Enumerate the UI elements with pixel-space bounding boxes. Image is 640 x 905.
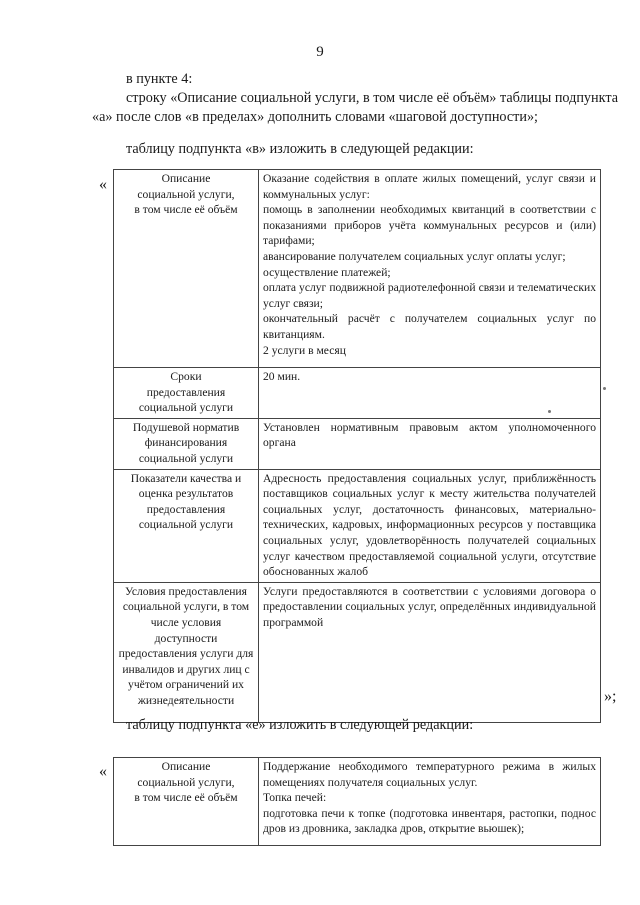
table-row — [114, 368, 601, 419]
value-line: 2 услуги в месяц — [263, 343, 346, 357]
label-line: оценка результатов — [138, 487, 234, 501]
label-line: Показатели качества и — [130, 471, 242, 485]
row-label — [114, 368, 259, 419]
row-label — [114, 469, 259, 582]
row-value — [259, 758, 601, 846]
row-label — [114, 582, 259, 722]
label-line: предоставления — [146, 385, 226, 399]
quote-close-1: »; — [604, 688, 617, 705]
row-label — [114, 170, 259, 368]
table-subitem-v — [113, 169, 601, 723]
label-line: Условия предоставления социальной услуги, в том числе условия доступности предоставления услуги для инвалидов и других лиц с учётом ограничений их жизнедеятельности — [118, 584, 254, 707]
quote-open-1: « — [99, 176, 107, 193]
row-label — [114, 758, 259, 846]
page-number: 9 — [316, 44, 324, 60]
label-line: Описание — [161, 172, 211, 185]
intro-table-e-heading: таблицу подпункта «е» изложить в следующей редакции: — [126, 717, 474, 733]
intro-table-v-heading: таблицу подпункта «в» изложить в следующей редакции: — [126, 141, 474, 157]
value-line: подготовка печи к топке (подготовка инвентаря, растопки, поднос дров из дровника, закладка дров, открытие вьюшек); — [263, 806, 596, 836]
table-row — [114, 170, 601, 368]
value-line: Услуги предоставляются в соответствии с условиями договора о предоставлении социальных услуг, определённых индивидуальной программой — [263, 584, 596, 629]
label-line: в том числе её объём — [134, 791, 238, 805]
value-line: осуществление платежей; — [263, 265, 391, 279]
quote-open-2: « — [99, 763, 107, 780]
row-label — [114, 418, 259, 469]
scan-speck — [548, 410, 551, 413]
value-line: авансирование получателем социальных услуг оплаты услуг; — [263, 249, 566, 263]
value-line: Топка печей: — [263, 791, 327, 805]
label-line: социальной услуги — [138, 401, 234, 415]
value-line: помощь в заполнении необходимых квитанций в соответствии с показаниями приборов учёта коммунальных ресурсов и (или) тарифами; — [263, 203, 596, 248]
value-line: Оказание содействия в оплате жилых помещений, услуг связи и коммунальных услуг: — [263, 172, 596, 201]
label-line: финансирования — [144, 436, 228, 450]
label-line: Подушевой норматив — [132, 420, 240, 434]
scan-speck — [603, 387, 606, 390]
value-line: Адресность предоставления социальных услуг, приближённость поставщиков социальных услуг к месту жительства получателей социальных услуг, достаточность финансовых, материально-технических, кадровых, информационных ресурсов у поставщика социальных услуг, удовлетворённость получателей социальных услуг качеством предоставляемой социальной услуги, отсутствие обоснованных жалоб — [263, 471, 596, 579]
table-row — [114, 582, 601, 722]
table-row — [114, 469, 601, 582]
intro-amendment-text: строку «Описание социальной услуги, в том числе её объём» таблицы подпункта «а» после слов «в пределах» дополнить словами «шаговой доступности»; — [92, 90, 618, 125]
label-line: социальной услуги, — [137, 187, 235, 201]
label-line: Описание — [161, 760, 211, 773]
value-line: 20 мин. — [263, 370, 301, 383]
intro-item-4: в пункте 4: — [126, 71, 193, 87]
row-value — [259, 418, 601, 469]
value-line: окончательный расчёт с получателем социальных услуг по квитанциям. — [263, 312, 596, 341]
value-line: Установлен нормативным правовым актом уполномоченного органа — [263, 420, 596, 450]
label-line: социальной услуги, — [137, 775, 235, 789]
row-value — [259, 582, 601, 722]
row-value — [259, 469, 601, 582]
value-line: Поддержание необходимого температурного режима в жилых помещениях получателя социальных услуг. — [263, 760, 596, 789]
table-subitem-e — [113, 757, 601, 846]
label-line: Сроки — [170, 370, 202, 383]
label-line: предоставления — [146, 502, 226, 516]
label-line: социальной услуги — [138, 451, 234, 465]
table-row — [114, 418, 601, 469]
table-row — [114, 758, 601, 846]
label-line: социальной услуги — [138, 518, 234, 532]
value-line: оплата услуг подвижной радиотелефонной связи и телематических услуг связи; — [263, 281, 596, 310]
label-line: в том числе её объём — [134, 203, 238, 217]
row-value — [259, 170, 601, 368]
